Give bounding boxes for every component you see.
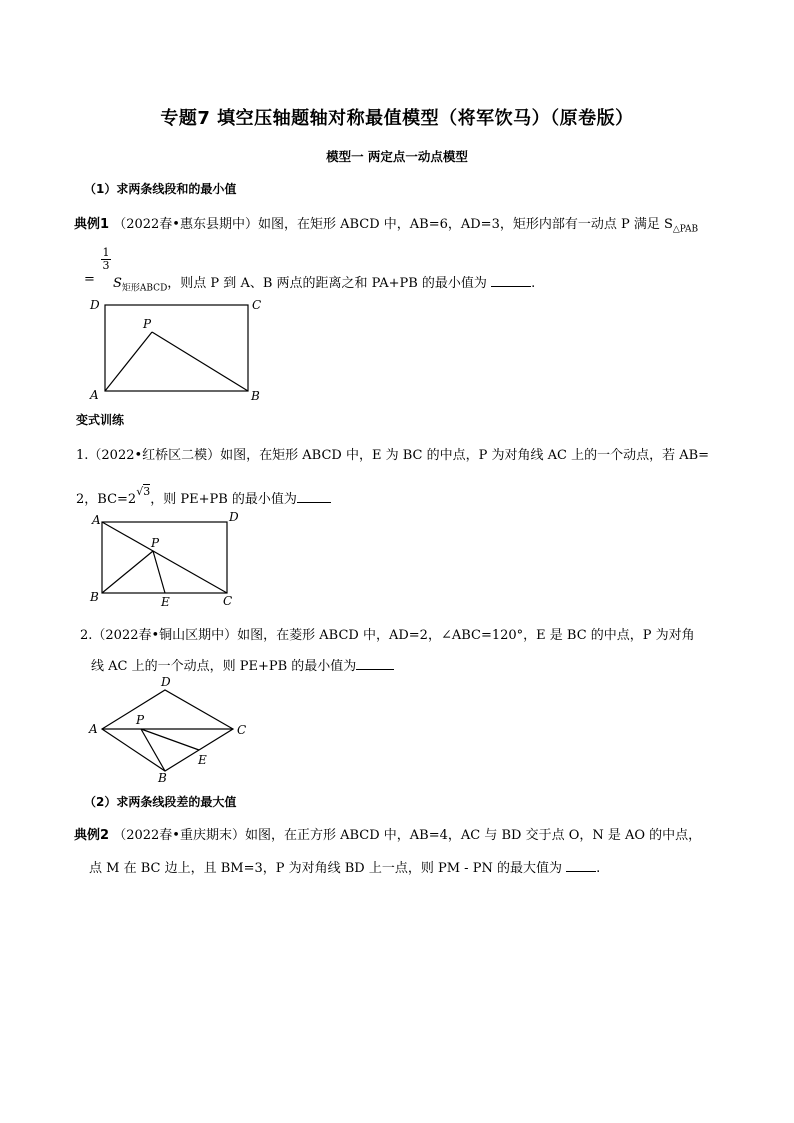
area-subscript: 矩形ABCD xyxy=(121,283,168,294)
example1-subscript: △PAB xyxy=(672,224,699,235)
example2-period: . xyxy=(596,861,601,876)
section-heading-min-sum: （1）求两条线段和的最小值 xyxy=(84,182,237,196)
q2-line1: 2.（2022春•铜山区期中）如图，在菱形 ABCD 中，AD=2，∠ABC=120°，E 是 BC 的中点，P 为对角 xyxy=(80,628,695,643)
example1-text: （2022春•惠东县期中）如图，在矩形 ABCD 中，AB=6，AD=3，矩形内部有一动点 P 满足 S xyxy=(113,217,673,232)
fig3-label-e: E xyxy=(198,753,207,767)
fig2-label-d: D xyxy=(229,510,239,524)
section-heading-max-diff: （2）求两条线段差的最大值 xyxy=(84,795,237,809)
example2-text: （2022春•重庆期末）如图，在正方形 ABCD 中，AB=4，AC 与 BD 交于点 O，N 是 AO 的中点， xyxy=(113,828,702,843)
example1-label: 典例1 xyxy=(74,217,110,232)
training-heading: 变式训练 xyxy=(76,413,125,427)
sqrt-value: 3 xyxy=(143,485,151,498)
example1-period: . xyxy=(531,276,536,291)
answer-blank-4[interactable] xyxy=(566,859,596,872)
segment-pe-rhombus xyxy=(141,729,199,750)
example1-question: ，则点 P 到 A、B 两点的距离之和 PA+PB 的最小值为 xyxy=(167,276,487,291)
fig2-label-a: A xyxy=(92,513,101,527)
fig1-label-b: B xyxy=(251,389,260,403)
segment-pb-rhombus xyxy=(141,729,165,771)
rhombus-outline xyxy=(102,690,233,771)
fig3-label-c: C xyxy=(237,723,247,737)
q1-text-b: ，则 PE+PB 的最小值为 xyxy=(150,492,297,507)
fraction-denominator: 3 xyxy=(102,259,110,272)
q1-text-a: 2，BC=2 xyxy=(76,492,137,507)
sqrt-expression: √3 xyxy=(136,485,151,498)
fig1-label-p: P xyxy=(143,317,152,331)
fig2-label-c: C xyxy=(223,594,233,608)
fraction-numerator: 1 xyxy=(102,246,110,259)
fig3-label-p: P xyxy=(136,713,145,727)
q1-line1: 1.（2022•红桥区二模）如图，在矩形 ABCD 中，E 为 BC 的中点，P 为对角线 AC 上的一个动点，若 AB= xyxy=(76,448,710,463)
fig1-label-d: D xyxy=(90,298,100,312)
q2-text: 线 AC 上的一个动点，则 PE+PB 的最小值为 xyxy=(91,659,357,674)
example2-question: 点 M 在 BC 边上，且 BM=3，P 为对角线 BD 上一点，则 PM - PN 的最大值为 xyxy=(89,861,562,876)
fig3-label-a: A xyxy=(89,722,98,736)
page-title: 专题7 填空压轴题轴对称最值模型（将军饮马）（原卷版） xyxy=(160,108,634,129)
area-symbol: S xyxy=(113,276,122,291)
fig2-label-p: P xyxy=(151,536,160,550)
example1-eq-sign: = xyxy=(84,272,95,287)
example2-label: 典例2 xyxy=(74,828,110,843)
fig1-label-c: C xyxy=(252,298,262,312)
example2-line1 xyxy=(74,824,701,843)
model-subtitle: 模型一 两定点一动点模型 xyxy=(326,149,468,164)
fig2-label-e: E xyxy=(161,595,170,609)
example2-line2 xyxy=(89,857,600,876)
fig3-label-d: D xyxy=(161,675,171,689)
fig3-label-b: B xyxy=(158,771,167,785)
fig2-label-b: B xyxy=(90,590,99,604)
fig1-label-a: A xyxy=(90,388,99,402)
